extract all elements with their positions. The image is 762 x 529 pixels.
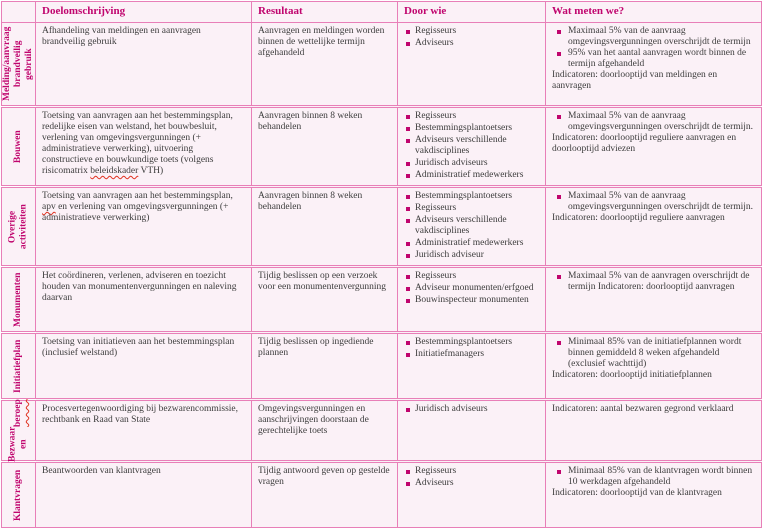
door-wie-list bbox=[404, 466, 539, 489]
door-wie-item: Juridisch adviseur bbox=[404, 250, 539, 261]
door-wie-item: Regisseurs bbox=[404, 26, 539, 37]
door-wie-list bbox=[404, 404, 539, 415]
row-category-cell bbox=[2, 107, 36, 187]
table-row bbox=[2, 400, 762, 462]
cell-wat-meten-we bbox=[546, 462, 762, 528]
resultaat-text: Omgevingsvergunningen en aanschrijvingen doorstaan de gerechtelijke toets bbox=[258, 404, 369, 437]
resultaat-text: Tijdig beslissen op ingediende plannen bbox=[258, 337, 374, 359]
wat-meten-we-content bbox=[552, 466, 755, 499]
wat-meten-we-bullet: Minimaal 85% van de klantvragen wordt binnen 10 werkdagen afgehandeld bbox=[552, 466, 755, 488]
resultaat-text: Tijdig beslissen op een verzoek voor een monumentenvergunning bbox=[258, 271, 387, 293]
wat-meten-we-bullet: Minimaal 85% van de initiatiefplannen wordt binnen gemiddeld 8 weken afgehandeld (exclusief wachttijd) bbox=[552, 337, 755, 370]
doelomschrijving-text: Beantwoorden van klantvragen bbox=[42, 466, 161, 477]
cell-doelomschrijving bbox=[36, 187, 252, 267]
col-header-door-wie: Door wie bbox=[398, 2, 546, 23]
door-wie-item: Regisseurs bbox=[404, 466, 539, 477]
door-wie-list bbox=[404, 337, 539, 360]
door-wie-item: Regisseurs bbox=[404, 111, 539, 122]
door-wie-item: Adviseurs verschillende vakdisciplines bbox=[404, 135, 539, 157]
doelomschrijving-text: Toetsing van initiatieven aan het bestemmingsplan (inclusief welstand) bbox=[42, 337, 235, 359]
wat-meten-we-bullet: 95% van het aantal aanvragen wordt binnen de termijn afgehandeld bbox=[552, 48, 755, 70]
cell-door-wie bbox=[398, 333, 546, 400]
cell-resultaat bbox=[252, 400, 398, 462]
wat-meten-we-content bbox=[552, 404, 755, 415]
doelomschrijving-text: Procesvertegenwoordiging bij bezwarencommissie, rechtbank en Raad van State bbox=[42, 404, 239, 426]
wat-meten-we-content bbox=[552, 337, 755, 381]
cell-resultaat bbox=[252, 23, 398, 107]
table-row bbox=[2, 267, 762, 333]
cell-door-wie bbox=[398, 267, 546, 333]
door-wie-item: Regisseurs bbox=[404, 203, 539, 214]
cell-wat-meten-we bbox=[546, 107, 762, 187]
table-row bbox=[2, 23, 762, 107]
col-header-resultaat: Resultaat bbox=[252, 2, 398, 23]
cell-doelomschrijving bbox=[36, 333, 252, 400]
doelomschrijving-text: Afhandeling van meldingen en aanvragen brandveilig gebruik bbox=[42, 26, 201, 48]
door-wie-item: Regisseurs bbox=[404, 271, 539, 282]
wat-meten-we-bullet: Maximaal 5% van de aanvragen overschrijdt de termijn Indicatoren: doorlooptijd aanvragen bbox=[552, 271, 755, 293]
cell-wat-meten-we bbox=[546, 333, 762, 400]
row-category-label: Bouwen bbox=[13, 130, 24, 163]
wat-meten-we-indicator: Indicatoren: doorlooptijd initiatiefplannen bbox=[552, 370, 712, 381]
cell-resultaat bbox=[252, 107, 398, 187]
wat-meten-we-bullet: Maximaal 5% van de aanvraag omgevingsvergunningen overschrijdt de termijn bbox=[552, 26, 755, 48]
resultaat-text: Tijdig antwoord geven op gestelde vragen bbox=[258, 466, 390, 488]
table-row bbox=[2, 462, 762, 528]
door-wie-item: Juridisch adviseurs bbox=[404, 158, 539, 169]
resultaat-text: Aanvragen binnen 8 weken behandelen bbox=[258, 111, 363, 133]
row-category-cell bbox=[2, 462, 36, 528]
wat-meten-we-content bbox=[552, 191, 755, 224]
wat-meten-we-indicator: Indicatoren: doorlooptijd reguliere aanvragen bbox=[552, 213, 725, 224]
corner-cell bbox=[2, 2, 36, 23]
cell-doelomschrijving bbox=[36, 400, 252, 462]
cell-door-wie bbox=[398, 23, 546, 107]
col-header-doelomschrijving: Doelomschrijving bbox=[36, 2, 252, 23]
cell-resultaat bbox=[252, 187, 398, 267]
cell-resultaat bbox=[252, 267, 398, 333]
table-body bbox=[2, 23, 762, 528]
wat-meten-we-bullet: Maximaal 5% van de aanvraag omgevingsvergunningen overschrijdt de termijn. bbox=[552, 111, 755, 133]
row-category-cell bbox=[2, 187, 36, 267]
vth-doelen-table bbox=[1, 1, 762, 528]
wat-meten-we-indicator: Indicatoren: doorlooptijd reguliere aanvragen en doorlooptijd adviezen bbox=[552, 133, 737, 155]
wat-meten-we-indicator: Indicatoren: doorlooptijd van meldingen en aanvragen bbox=[552, 70, 718, 92]
cell-doelomschrijving bbox=[36, 107, 252, 187]
door-wie-item: Adviseur monumenten/erfgoed bbox=[404, 283, 539, 294]
door-wie-item: Administratief medewerkers bbox=[404, 238, 539, 249]
door-wie-item: Administratief medewerkers bbox=[404, 170, 539, 181]
row-category-label: Overige activiteiten bbox=[7, 204, 29, 250]
cell-wat-meten-we bbox=[546, 187, 762, 267]
door-wie-item: Bestemmingsplantoetsers bbox=[404, 123, 539, 134]
door-wie-item: Adviseurs bbox=[404, 38, 539, 49]
doelomschrijving-text: Toetsing van aanvragen aan het bestemmingsplan, redelijke eisen van welstand, het bouwbesluit, verlening van omgevingsvergunningen (+ administratieve verwerking), uitvoering constructieve en bouwkundige toets (volgens risicomatrix beleidskader VTH) bbox=[42, 111, 233, 177]
wat-meten-we-indicator: Indicatoren: doorlooptijd van de klantvragen bbox=[552, 488, 722, 499]
door-wie-list bbox=[404, 26, 539, 49]
cell-door-wie bbox=[398, 462, 546, 528]
row-category-label: Klantvragen bbox=[13, 469, 24, 521]
cell-door-wie bbox=[398, 187, 546, 267]
header-row bbox=[2, 2, 762, 23]
cell-doelomschrijving bbox=[36, 267, 252, 333]
row-category-label: Melding/aanvraag brandveilig gebruik bbox=[2, 26, 34, 102]
row-category-label: Initiatiefplan bbox=[13, 339, 24, 393]
door-wie-item: Juridisch adviseurs bbox=[404, 404, 539, 415]
door-wie-item: Initiatiefmanagers bbox=[404, 349, 539, 360]
cell-resultaat bbox=[252, 333, 398, 400]
wat-meten-we-indicator: Indicatoren: aantal bezwaren gegrond verklaard bbox=[552, 404, 734, 415]
row-category-cell bbox=[2, 23, 36, 107]
cell-doelomschrijving bbox=[36, 23, 252, 107]
door-wie-item: Adviseurs bbox=[404, 478, 539, 489]
cell-wat-meten-we bbox=[546, 267, 762, 333]
cell-wat-meten-we bbox=[546, 400, 762, 462]
cell-door-wie bbox=[398, 400, 546, 462]
door-wie-list bbox=[404, 191, 539, 261]
door-wie-list bbox=[404, 111, 539, 181]
table-row bbox=[2, 333, 762, 400]
row-category-cell bbox=[2, 333, 36, 400]
door-wie-item: Bestemmingsplantoetsers bbox=[404, 337, 539, 348]
door-wie-item: Bouwinspecteur monumenten bbox=[404, 295, 539, 306]
door-wie-list bbox=[404, 271, 539, 306]
cell-door-wie bbox=[398, 107, 546, 187]
doelomschrijving-text: Het coördineren, verlenen, adviseren en toezicht houden van monumentenvergunningen en naleving daarvan bbox=[42, 271, 237, 304]
resultaat-text: Aanvragen en meldingen worden binnen de wettelijke termijn afgehandeld bbox=[258, 26, 385, 59]
wat-meten-we-content bbox=[552, 111, 755, 155]
cell-resultaat bbox=[252, 462, 398, 528]
cell-doelomschrijving bbox=[36, 462, 252, 528]
table-row bbox=[2, 107, 762, 187]
wat-meten-we-content bbox=[552, 26, 755, 92]
table-row bbox=[2, 187, 762, 267]
door-wie-item: Bestemmingsplantoetsers bbox=[404, 191, 539, 202]
row-category-cell bbox=[2, 267, 36, 333]
col-header-wat-meten-we: Wat meten we? bbox=[546, 2, 762, 23]
row-category-label: Bezwaar en beroep bbox=[7, 399, 29, 463]
cell-wat-meten-we bbox=[546, 23, 762, 107]
doelomschrijving-text: Toetsing van aanvragen aan het bestemmingsplan, apv en verlening van omgevingsvergunningen (+ administratieve verwerking) bbox=[42, 191, 233, 224]
row-category-cell bbox=[2, 400, 36, 462]
wat-meten-we-bullet: Maximaal 5% van de aanvraag omgevingsvergunningen overschrijdt de termijn. bbox=[552, 191, 755, 213]
row-category-label: Monumenten bbox=[13, 272, 24, 327]
door-wie-item: Adviseurs verschillende vakdisciplines bbox=[404, 215, 539, 237]
wat-meten-we-content bbox=[552, 271, 755, 293]
resultaat-text: Aanvragen binnen 8 weken behandelen bbox=[258, 191, 363, 213]
